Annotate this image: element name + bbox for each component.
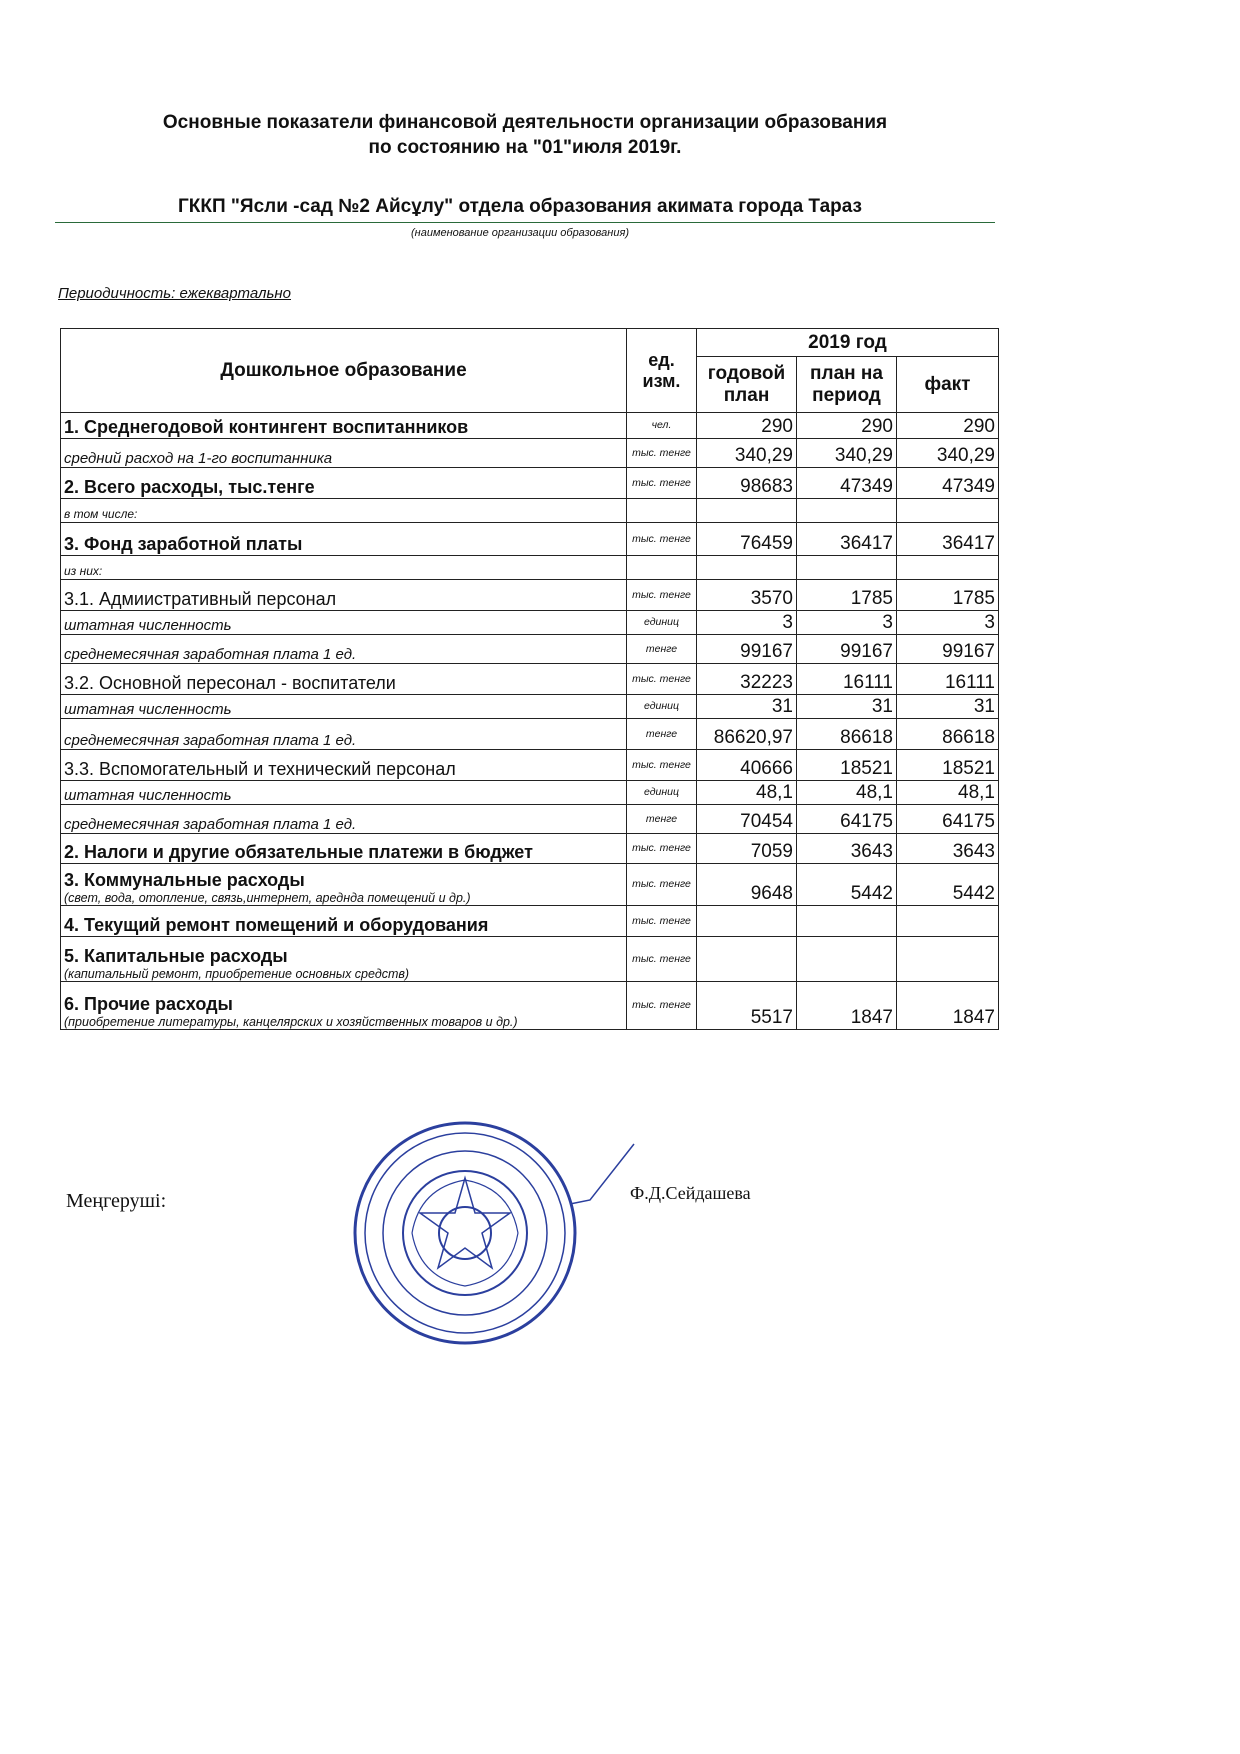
row-unit: единиц [627, 611, 697, 635]
row-unit: тенге [627, 635, 697, 664]
cell-period-plan: 340,29 [797, 439, 897, 468]
cell-period-plan [797, 499, 897, 523]
row-label-text: 3. Фонд заработной платы [64, 534, 303, 555]
column-header-unit: ед. изм. [627, 329, 697, 413]
cell-annual-plan: 3 [697, 611, 797, 635]
cell-period-plan: 99167 [797, 635, 897, 664]
row-unit: тенге [627, 805, 697, 834]
cell-annual-plan: 3570 [697, 580, 797, 611]
cell-fact: 340,29 [897, 439, 999, 468]
column-header-period-plan: план на период [797, 357, 897, 413]
row-label [61, 523, 627, 556]
financial-indicators-table [60, 328, 999, 1030]
row-label [61, 635, 627, 664]
table-row [61, 750, 999, 781]
row-unit: тыс. тенге [627, 523, 697, 556]
table-row [61, 719, 999, 750]
cell-fact: 1785 [897, 580, 999, 611]
cell-fact: 18521 [897, 750, 999, 781]
table-row [61, 982, 999, 1030]
row-unit: тыс. тенге [627, 468, 697, 499]
table-row [61, 834, 999, 864]
row-unit: единиц [627, 695, 697, 719]
cell-period-plan: 290 [797, 413, 897, 439]
cell-fact: 47349 [897, 468, 999, 499]
cell-annual-plan [697, 556, 797, 580]
cell-period-plan: 3 [797, 611, 897, 635]
row-label [61, 805, 627, 834]
cell-fact: 3643 [897, 834, 999, 864]
table-row [61, 664, 999, 695]
cell-period-plan: 36417 [797, 523, 897, 556]
column-header-annual-plan: годовой план [697, 357, 797, 413]
row-label [61, 750, 627, 781]
cell-fact [897, 906, 999, 937]
row-label-text: штатная численность [64, 700, 232, 718]
cell-period-plan: 1847 [797, 982, 897, 1030]
cell-fact: 5442 [897, 864, 999, 906]
periodicity-label: Периодичность: ежеквартально [58, 285, 291, 302]
row-label-text: 2. Всего расходы, тыс.тенге [64, 477, 315, 498]
row-unit: чел. [627, 413, 697, 439]
table-row [61, 468, 999, 499]
row-unit: тыс. тенге [627, 439, 697, 468]
signature-title: Меңгеруші: [66, 1190, 167, 1212]
row-label-text: 6. Прочие расходы [64, 993, 233, 1014]
row-label [61, 781, 627, 805]
row-label [61, 468, 627, 499]
table-row [61, 906, 999, 937]
cell-period-plan: 47349 [797, 468, 897, 499]
row-unit: тыс. тенге [627, 982, 697, 1030]
cell-fact: 64175 [897, 805, 999, 834]
row-unit: тенге [627, 719, 697, 750]
cell-fact: 36417 [897, 523, 999, 556]
organization-underline [55, 222, 995, 223]
organization-name: ГККП "Ясли -сад №2 Айсұлу" отдела образования акимата города Тараз [178, 196, 862, 217]
row-label [61, 499, 627, 523]
cell-annual-plan: 98683 [697, 468, 797, 499]
row-label-text: 4. Текущий ремонт помещений и оборудования [64, 915, 489, 936]
row-label-text: 1. Среднегодовой контингент воспитанников [64, 417, 469, 438]
cell-period-plan [797, 556, 897, 580]
official-stamp-seal [350, 1118, 580, 1348]
row-label-text: в том числе: [64, 507, 138, 522]
cell-period-plan [797, 906, 897, 937]
row-label-text: 3.3. Вспомогательный и технический персонал [64, 759, 456, 780]
cell-annual-plan [697, 906, 797, 937]
row-unit: тыс. тенге [627, 937, 697, 982]
column-header-year: 2019 год [697, 329, 999, 357]
title-line-1: Основные показатели финансовой деятельности организации образования [162, 112, 888, 133]
row-unit [627, 499, 697, 523]
column-header-fact: факт [897, 357, 999, 413]
row-label [61, 439, 627, 468]
cell-period-plan: 16111 [797, 664, 897, 695]
row-label [61, 982, 627, 1030]
cell-annual-plan: 31 [697, 695, 797, 719]
row-label [61, 611, 627, 635]
cell-fact: 3 [897, 611, 999, 635]
table-row [61, 413, 999, 439]
cell-annual-plan: 290 [697, 413, 797, 439]
cell-annual-plan: 70454 [697, 805, 797, 834]
document-title [110, 110, 940, 160]
cell-period-plan: 86618 [797, 719, 897, 750]
cell-annual-plan: 32223 [697, 664, 797, 695]
title-line-2: по состоянию на "01"июля 2019г. [368, 137, 682, 158]
cell-fact [897, 556, 999, 580]
table-row [61, 499, 999, 523]
row-unit: тыс. тенге [627, 664, 697, 695]
cell-fact [897, 499, 999, 523]
row-unit [627, 556, 697, 580]
row-label-text: средний расход на 1-го воспитанника [64, 449, 333, 467]
cell-annual-plan: 76459 [697, 523, 797, 556]
cell-fact: 86618 [897, 719, 999, 750]
row-label [61, 413, 627, 439]
cell-annual-plan: 99167 [697, 635, 797, 664]
cell-period-plan: 5442 [797, 864, 897, 906]
row-label-text: 5. Капитальные расходы [64, 945, 288, 966]
row-unit: тыс. тенге [627, 750, 697, 781]
row-label-text: штатная численность [64, 616, 232, 634]
row-label-text: среднемесячная заработная плата 1 ед. [64, 815, 357, 833]
table-row [61, 580, 999, 611]
table-body [61, 413, 999, 1030]
row-label [61, 664, 627, 695]
cell-fact: 1847 [897, 982, 999, 1030]
row-unit: единиц [627, 781, 697, 805]
row-label-text: среднемесячная заработная плата 1 ед. [64, 731, 357, 749]
row-label [61, 937, 627, 982]
row-label-text: 3. Коммунальные расходы [64, 869, 305, 890]
table-row [61, 635, 999, 664]
cell-annual-plan: 5517 [697, 982, 797, 1030]
table-row [61, 781, 999, 805]
cell-annual-plan [697, 937, 797, 982]
row-label-note: (свет, вода, отопление, связь,интернет, ареднда помещений и др.) [64, 890, 471, 905]
cell-period-plan: 3643 [797, 834, 897, 864]
cell-annual-plan: 9648 [697, 864, 797, 906]
table-row [61, 556, 999, 580]
row-label-text: 2. Налоги и другие обязательные платежи в бюджет [64, 842, 533, 863]
table-row [61, 611, 999, 635]
table-row [61, 805, 999, 834]
row-unit: тыс. тенге [627, 906, 697, 937]
cell-annual-plan [697, 499, 797, 523]
row-label [61, 834, 627, 864]
row-unit: тыс. тенге [627, 864, 697, 906]
row-label [61, 906, 627, 937]
cell-period-plan: 64175 [797, 805, 897, 834]
table-row [61, 695, 999, 719]
row-label-text: среднемесячная заработная плата 1 ед. [64, 645, 357, 663]
row-label [61, 695, 627, 719]
cell-fact: 31 [897, 695, 999, 719]
cell-fact [897, 937, 999, 982]
row-label [61, 580, 627, 611]
row-label-text: 3.2. Основной пересонал - воспитатели [64, 673, 396, 694]
table-row [61, 523, 999, 556]
cell-annual-plan: 48,1 [697, 781, 797, 805]
cell-fact: 48,1 [897, 781, 999, 805]
cell-period-plan: 18521 [797, 750, 897, 781]
column-header-title: Дошкольное образование [61, 329, 627, 413]
row-unit: тыс. тенге [627, 580, 697, 611]
cell-annual-plan: 340,29 [697, 439, 797, 468]
row-label-text: штатная численность [64, 786, 232, 804]
table-row [61, 439, 999, 468]
row-label [61, 864, 627, 906]
table-row [61, 864, 999, 906]
cell-annual-plan: 7059 [697, 834, 797, 864]
row-label-text: 3.1. Адмиистративный персонал [64, 589, 337, 610]
table-row [61, 937, 999, 982]
row-label [61, 719, 627, 750]
cell-fact: 290 [897, 413, 999, 439]
row-label-text: из них: [64, 564, 103, 579]
row-label [61, 556, 627, 580]
cell-period-plan: 1785 [797, 580, 897, 611]
row-label-note: (приобретение литературы, канцелярских и хозяйственных товаров и др.) [64, 1014, 518, 1029]
cell-period-plan: 31 [797, 695, 897, 719]
row-unit: тыс. тенге [627, 834, 697, 864]
row-label-note: (капитальный ремонт, приобретение основных средств) [64, 966, 410, 981]
signature-name: Ф.Д.Сейдашева [630, 1183, 751, 1203]
cell-annual-plan: 86620,97 [697, 719, 797, 750]
cell-period-plan [797, 937, 897, 982]
cell-fact: 16111 [897, 664, 999, 695]
organization-caption: (наименование организации образования) [411, 227, 629, 239]
cell-fact: 99167 [897, 635, 999, 664]
cell-annual-plan: 40666 [697, 750, 797, 781]
cell-period-plan: 48,1 [797, 781, 897, 805]
